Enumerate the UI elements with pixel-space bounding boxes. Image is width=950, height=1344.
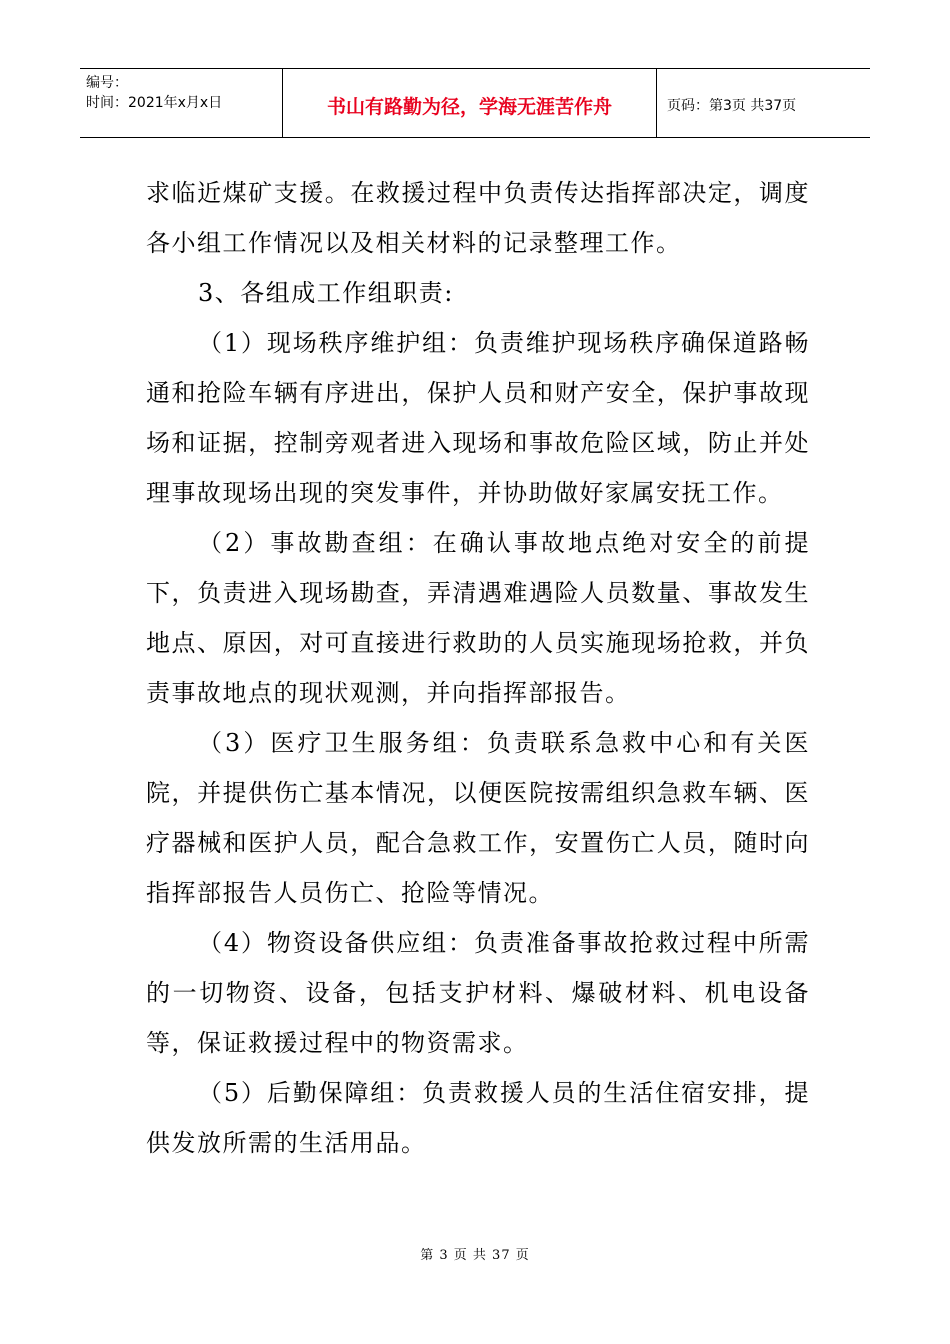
paragraph-logistics-group: （5）后勤保障组：负责救援人员的生活住宿安排，提供发放所需的生活用品。 [146,1079,810,1157]
document-time-label: 时间：2021年x月x日 [86,95,223,111]
header-page-info: 页码：第3页 共37页 [667,98,797,114]
header-motto: 书山有路勤为径，学海无涯苦作舟 [283,69,657,137]
page-header [80,68,870,138]
header-meta [80,69,283,137]
document-number-label: 编号： [86,75,128,91]
paragraph-continuation: 求临近煤矿支援。在救援过程中负责传达指挥部决定，调度各小组工作情况以及相关材料的记录整理工作。 [146,179,810,257]
paragraph-supply-group: （4）物资设备供应组：负责准备事故抢救过程中所需的一切物资、设备，包括支护材料、爆破材料、机电设备等，保证救援过程中的物资需求。 [146,929,810,1057]
paragraph-order-maintenance-group: （1）现场秩序维护组：负责维护现场秩序确保道路畅通和抢险车辆有序进出，保护人员和财产安全，保护事故现场和证据，控制旁观者进入现场和事故危险区域，防止并处理事故现场出现的突发事件，并协助做好家属安抚工作。 [146,329,810,507]
paragraph-investigation-group: （2）事故勘查组：在确认事故地点绝对安全的前提下，负责进入现场勘查，弄清遇难遇险人员数量、事故发生地点、原因，对可直接进行救助的人员实施现场抢救，并负责事故地点的现状观测，并向指挥部报告。 [146,529,810,707]
document-body [146,168,810,1168]
paragraph-medical-group: （3）医疗卫生服务组：负责联系急救中心和有关医院，并提供伤亡基本情况，以便医院按需组织急救车辆、医疗器械和医护人员，配合急救工作，安置伤亡人员，随时向指挥部报告人员伤亡、抢险等情况。 [146,729,810,907]
paragraph-section-heading: 3、各组成工作组职责: [198,279,454,307]
page-footer: 第 3 页 共 37 页 [420,1248,530,1263]
